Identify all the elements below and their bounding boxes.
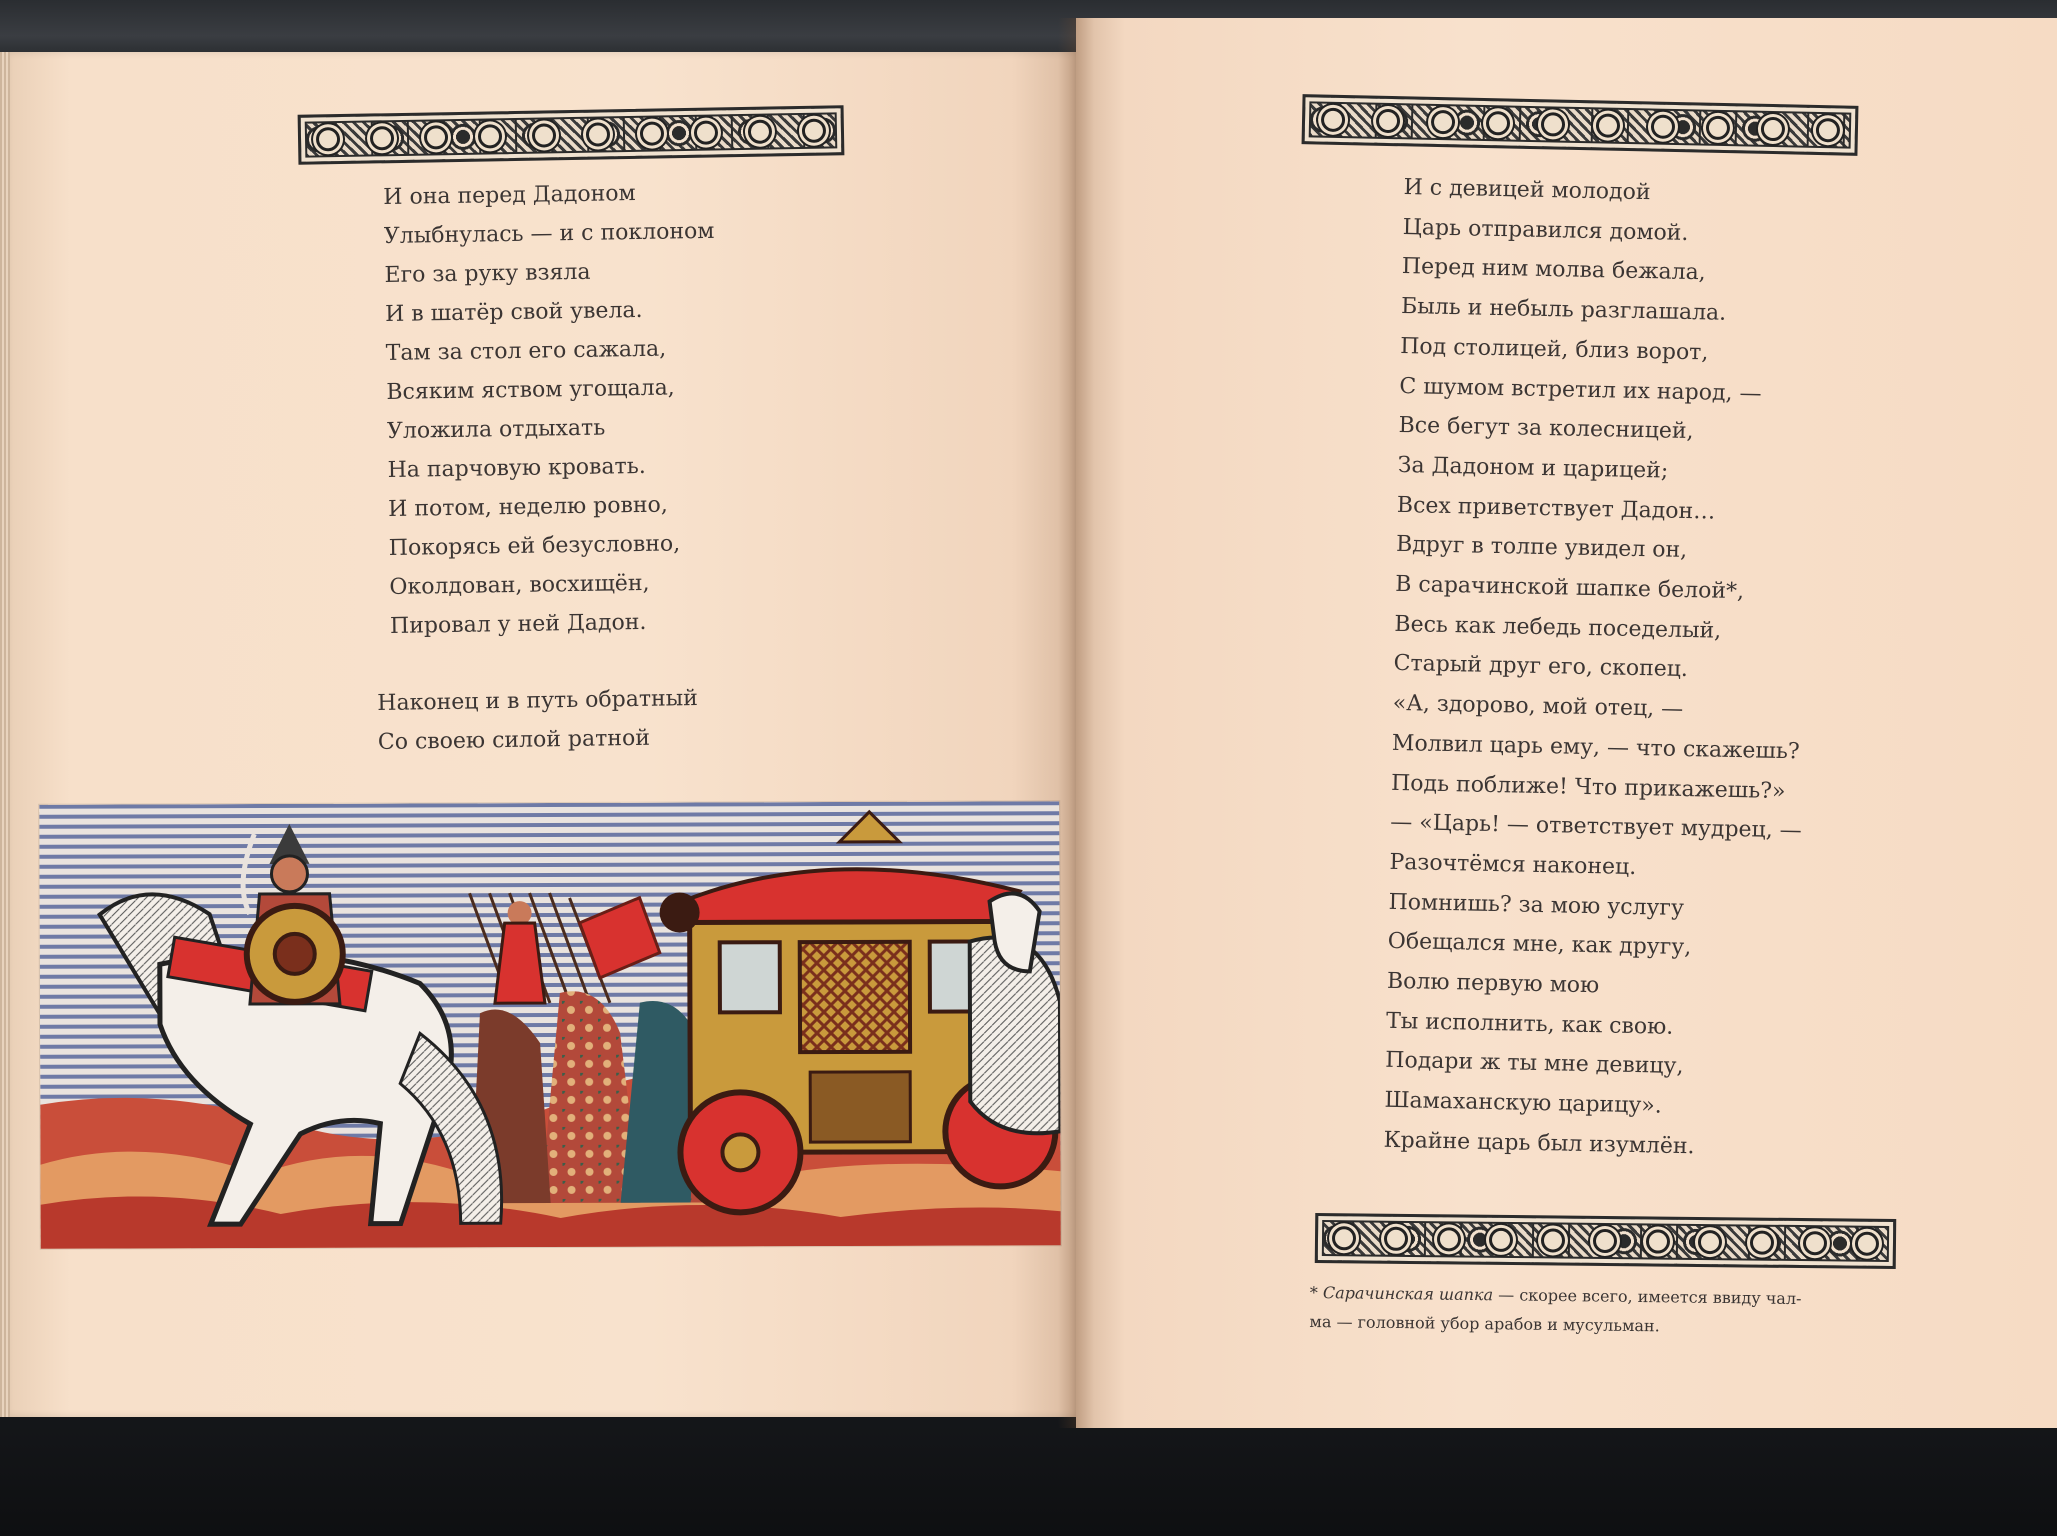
verse-left-1-line: Околдован, восхищён, — [389, 570, 650, 600]
verse-right-line: Подари ж ты мне девицу, — [1385, 1048, 1684, 1080]
verse-right-line: И с девицей молодой — [1403, 174, 1651, 206]
verse-right-line: Ты исполнить, как свою. — [1385, 1008, 1674, 1040]
procession-illustration — [39, 801, 1061, 1249]
verse-right-line: Старый друг его, скопец. — [1393, 651, 1689, 683]
verse-left-1-line: Пировал у ней Дадон. — [389, 609, 647, 639]
verse-left-1-line: Улыбнулась — и с поклоном — [383, 218, 715, 249]
verse-right-line: С шумом встретил их народ, — — [1399, 373, 1762, 407]
book-gutter — [1058, 18, 1094, 1428]
verse-left-1-line: Его за руку взяла — [384, 259, 591, 288]
verse-right-line: Волю первую мою — [1386, 968, 1600, 999]
verse-right-line: «А, здорово, мой отец, — — [1392, 691, 1684, 723]
verse-right-line: Перед ним молва бежала, — [1401, 254, 1706, 286]
verse-right-line: Молвил царь ему, — что скажешь? — [1391, 730, 1800, 765]
verse-right-line: Все бегут за колесницей, — [1398, 413, 1694, 445]
verse-right-line: Разочтёмся наконец. — [1389, 849, 1637, 880]
footnote-text: — скорее всего, имеется ввиду чал- — [1492, 1285, 1802, 1309]
verse-left-1-line: И в шатёр свой увела. — [384, 297, 643, 327]
verse-left-1-line: На парчовую кровать. — [387, 453, 646, 483]
footnote — [1309, 1278, 1910, 1343]
verse-right-line: Царь отправился домой. — [1402, 214, 1689, 246]
verse-right-stanza — [1383, 168, 1815, 1169]
ornament-band-right-bottom — [1315, 1213, 1896, 1269]
verse-right-line: Крайне царь был изумлён. — [1383, 1127, 1695, 1160]
verse-left-1-line: Там за стол его сажала, — [385, 336, 667, 366]
verse-right-line: Вдруг в толпе увидел он, — [1395, 532, 1688, 564]
footnote-term: Сарачинская шапка — [1322, 1283, 1494, 1305]
footnote-marker: * — [1309, 1282, 1324, 1303]
verse-right-line: Под столицей, близ ворот, — [1400, 333, 1709, 366]
verse-right-line: Шамаханскую царицу». — [1384, 1087, 1663, 1119]
verse-right-line: — «Царь! — ответствует мудрец, — — [1390, 810, 1802, 844]
verse-left-stanza-1 — [383, 173, 721, 646]
page-edges — [0, 52, 10, 1417]
ornament-band-left-top — [298, 105, 845, 165]
verse-right-line: Весь как лебедь поседелый, — [1394, 611, 1722, 644]
footnote-line-2: ма — головной убор арабов и мусульман. — [1309, 1311, 1660, 1336]
verse-left-1-line: Покорясь ей безусловно, — [388, 531, 681, 561]
verse-right-line: Всех приветствует Дадон… — [1396, 492, 1716, 525]
verse-left-1-line: Уложила отдыхать — [386, 415, 606, 444]
verse-left-2-line: Со своею силой ратной — [377, 725, 651, 755]
verse-right-line: Подь поближе! Что прикажешь?» — [1390, 770, 1786, 804]
verse-right-line: Быль и небыль разглашала. — [1400, 294, 1727, 326]
verse-left-1-line: Всяким яством угощала, — [386, 375, 675, 405]
verse-left-1-line: И она перед Дадоном — [383, 181, 636, 210]
background-surface-bottom — [0, 1410, 2057, 1536]
verse-right-line: В сарачинской шапке белой*, — [1395, 571, 1745, 605]
verse-right-line: За Дадоном и царицей; — [1397, 452, 1669, 484]
verse-right-line: Обещался мне, как другу, — [1387, 929, 1692, 961]
verse-left-stanza-2 — [377, 679, 699, 762]
verse-right-line: Помнишь? за мою услугу — [1388, 889, 1685, 921]
verse-left-2-line: Наконец и в путь обратный — [377, 685, 699, 716]
verse-left-1-line: И потом, неделю ровно, — [388, 492, 668, 522]
